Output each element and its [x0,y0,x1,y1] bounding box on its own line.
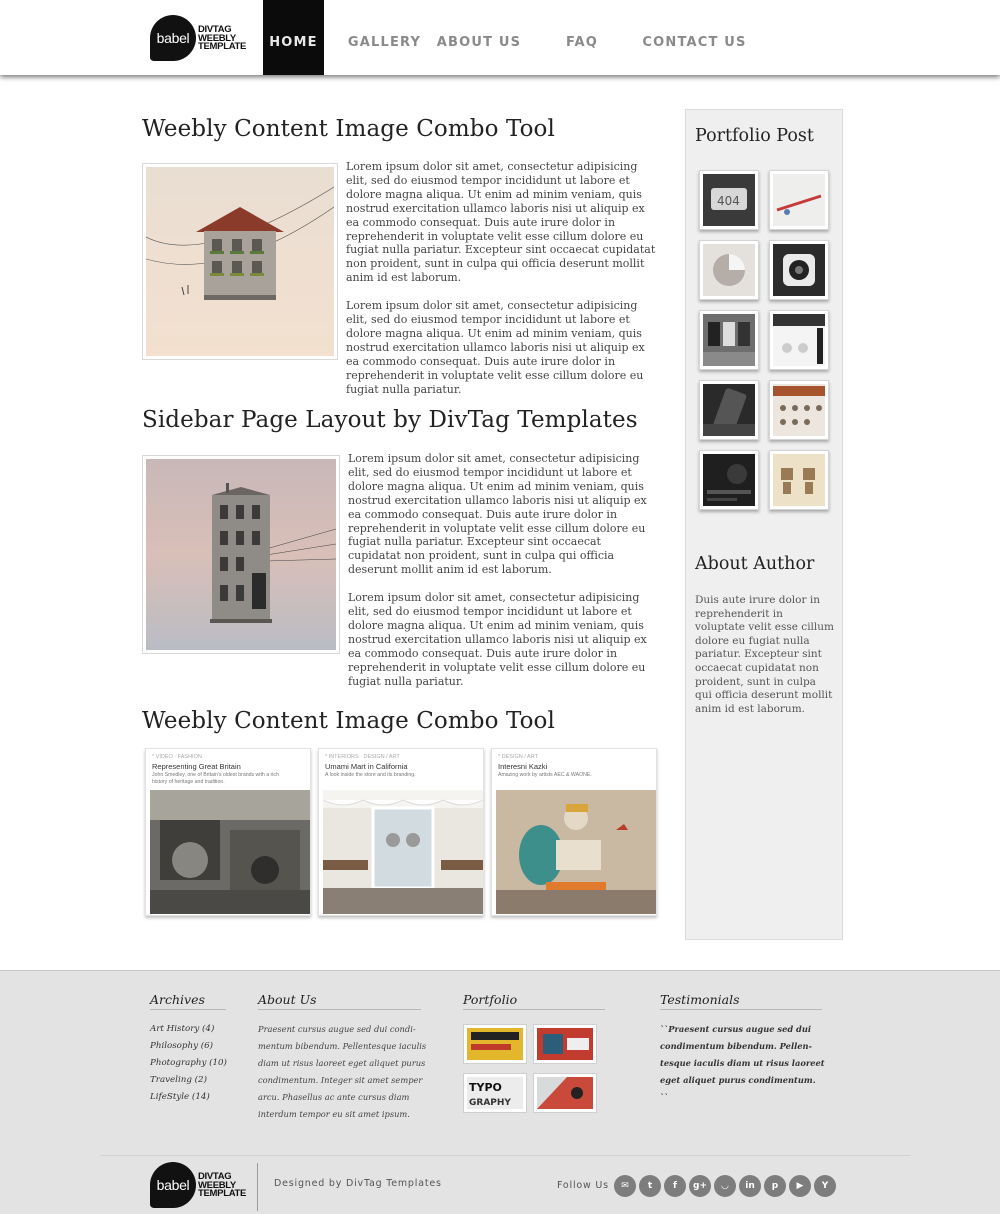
google-plus-icon[interactable]: g+ [689,1175,711,1197]
card-title[interactable]: Umami Mart in California [325,762,408,771]
post-body [346,160,656,411]
card-category: * DESIGN / ART [498,754,538,760]
footer-portfolio-thumbnail[interactable] [463,1024,527,1064]
footer-portfolio-thumbnail[interactable] [463,1073,527,1113]
main-nav [263,0,752,75]
card-title[interactable]: Interesni Kazki [498,762,548,771]
portfolio-thumbnail[interactable] [769,310,829,370]
archive-link[interactable]: Traveling (2) [150,1075,207,1085]
portfolio-thumbnail[interactable] [769,450,829,510]
post-paragraph: Lorem ipsum dolor sit amet, consectetur adipisicing elit, sed do eiusmod tempor incididunt ut labore et dolore magna aliqua. Ut enim ad minim veniam, quis nostrud exercitation ullamco laboris nisi ut aliquip ex ea commodo consequat. Duis aute irure dolor in reprehenderit in voluptate velit esse cillum dolore eu fugiat nulla pariatur. Excepteur sint occaecat cupidatat non proident, sunt in culpa qui officia deserunt mollit anim id est laborum. [348,452,647,577]
portfolio-thumbnail[interactable] [699,380,759,440]
machinery-photo [150,790,310,914]
svg-text:GRAPHY: GRAPHY [469,1098,511,1108]
post-paragraph: Lorem ipsum dolor sit amet, consectetur adipisicing elit, sed do eiusmod tempor incididunt ut labore et dolore magna aliqua. Ut enim ad minim veniam, quis nostrud exercitation ullamco laboris nisi ut aliquip ex ea commodo consequat. Duis aute irure dolor in reprehenderit in voluptate velit esse cillum dolore eu fugiat nulla pariatur. [348,591,647,688]
footer-testimonials-title: Testimonials [660,992,822,1010]
svg-text:TYPO: TYPO [469,1081,502,1094]
footer-portfolio-thumbnail[interactable] [533,1073,597,1113]
card-description: A look inside the store and its branding. [325,772,416,778]
nav-item-home[interactable]: HOME [263,0,324,75]
linkedin-icon[interactable]: in [739,1175,761,1197]
thumb-dark-ui-image [703,174,755,226]
red-print-design-image [537,1028,593,1060]
footer-portfolio-title: Portfolio [463,992,605,1010]
post-paragraph: Lorem ipsum dolor sit amet, consectetur adipisicing elit, sed do eiusmod tempor incididunt ut labore et dolore magna aliqua. Ut enim ad minim veniam, quis nostrud exercitation ullamco laboris nisi ut aliquip ex ea commodo consequat. Duis aute irure dolor in reprehenderit in voluptate velit esse cillum dolore eu fugiat nulla pariatur. [346,299,645,396]
site-logo[interactable] [150,15,250,61]
nav-item-faq[interactable]: FAQ [565,35,599,50]
thumb-dark-dashboard-image [703,454,755,506]
sidebar-about-text: Duis aute irure dolor in reprehenderit in voluptate velit esse cillum dolore eu fugiat nulla pariatur. Excepteur sint occaecat cupidatat non proident, sunt in culpa qui officia deserunt mollit anim id est laborum. [695,594,834,715]
footer-archives-title: Archives [150,992,226,1010]
youtube-icon[interactable]: ▶ [789,1175,811,1197]
portfolio-thumbnail[interactable] [769,170,829,230]
post-image [142,163,338,360]
thumb-pen-image [773,174,825,226]
post-body [348,452,656,703]
thumb-phones-image [703,314,755,366]
nav-item-about-us[interactable]: ABOUT US [436,35,522,50]
card-category: * VIDEO · FASHION [152,754,202,760]
twitter-icon[interactable]: t [639,1175,661,1197]
email-icon[interactable]: ✉ [614,1175,636,1197]
portfolio-thumbnail[interactable] [699,310,759,370]
thumb-dark-app-image [703,384,755,436]
portfolio-thumbnail[interactable] [769,240,829,300]
logo-mark: babel [150,1162,196,1208]
thumb-knob-image [703,244,755,296]
portfolio-thumbnail[interactable] [699,240,759,300]
post-paragraph: Lorem ipsum dolor sit amet, consectetur adipisicing elit, sed do eiusmod tempor incididunt ut labore et dolore magna aliqua. Ut enim ad minim veniam, quis nostrud exercitation ullamco laboris nisi ut aliquip ex ea commodo consequat. Duis aute irure dolor in reprehenderit in voluptate velit esse cillum dolore eu fugiat nulla pariatur. Excepteur sint occaecat cupidatat non proident, sunt in culpa qui officia deserunt mollit anim id est laborum. [346,160,656,285]
gallery-card[interactable] [145,748,311,916]
floating-building-photo [146,459,336,650]
post-image [142,455,340,654]
card-description: John Smedley, one of Britain's oldest brands with a rich history of heritage and tradition. [152,772,279,785]
store-interior-photo [323,790,483,914]
nav-item-contact-us[interactable]: CONTACT US [642,35,747,50]
archive-link[interactable]: Philosophy (6) [150,1041,214,1051]
sidebar [685,109,843,940]
archive-link[interactable]: Art History (4) [150,1024,215,1034]
pinterest-icon[interactable]: p [764,1175,786,1197]
footer-portfolio-thumbnail[interactable] [533,1024,597,1064]
post-title[interactable]: Weebly Content Image Combo Tool [142,116,555,142]
street-art-mural-photo [496,790,656,914]
flying-house-photo [146,167,334,356]
card-category: * INTERIORS · DESIGN / ART [325,754,400,760]
archives-list [150,1021,227,1106]
footer-divider [100,1155,910,1156]
site-header [0,0,1000,75]
facebook-icon[interactable]: f [664,1175,686,1197]
footer-separator [257,1163,258,1211]
logo-wordmark: DIVTAG WEEBLY TEMPLATE [198,24,247,52]
rss-icon[interactable]: ◡ [714,1175,736,1197]
portfolio-thumbnail[interactable] [699,450,759,510]
gallery-card[interactable] [318,748,484,916]
site-footer [0,970,1000,1214]
thumb-icons-set-image [773,384,825,436]
thumb-player-ui-image [773,314,825,366]
svg-text:404: 404 [717,194,740,208]
portfolio-thumbnail[interactable] [699,170,759,230]
thumb-pixel-characters-image [773,454,825,506]
post-title[interactable]: Weebly Content Image Combo Tool [142,708,555,734]
footer-logo[interactable] [150,1162,250,1208]
footer-testimonial-text: ``Praesent cursus augue sed dui condimentum bibendum. Pellen- tesque iaculis diam ut risus laoreet eget aliquet purus condimentum. `` [660,1024,825,1102]
yahoo-icon[interactable]: Y [814,1175,836,1197]
archive-link[interactable]: LifeStyle (14) [150,1092,210,1102]
card-title[interactable]: Representing Great Britain [152,762,241,771]
sidebar-about-title: About Author [695,554,815,574]
logo-mark: babel [150,15,196,61]
follow-us-label: Follow Us [557,1180,609,1191]
post-title[interactable]: Sidebar Page Layout by DivTag Templates [142,407,638,433]
card-description: Amazing work by artists AEC & WAONE. [498,772,592,778]
footer-about-text: Praesent cursus augue sed dui condi- mentum bibendum. Pellentesque iaculis diam ut risus laoreet eget aliquet purus condimentum. Integer sit amet semper arcu. Phasellus ac ante cursus diam interdum tempor eu sit amet ipsum. [258,1024,427,1119]
typography-book-image [467,1077,523,1109]
responsive-web-design-image [467,1028,523,1060]
portfolio-thumbnail[interactable] [769,380,829,440]
sidebar-portfolio-title: Portfolio Post [695,126,814,146]
thumb-speaker-image [773,244,825,296]
nav-item-gallery[interactable]: GALLERY [347,35,422,50]
poster-design-image [537,1077,593,1109]
footer-credit[interactable]: Designed by DivTag Templates [274,1178,442,1189]
archive-link[interactable]: Photography (10) [150,1058,227,1068]
footer-about-title: About Us [258,992,421,1010]
logo-wordmark: DIVTAG WEEBLY TEMPLATE [198,1171,247,1199]
gallery-card[interactable] [491,748,657,916]
